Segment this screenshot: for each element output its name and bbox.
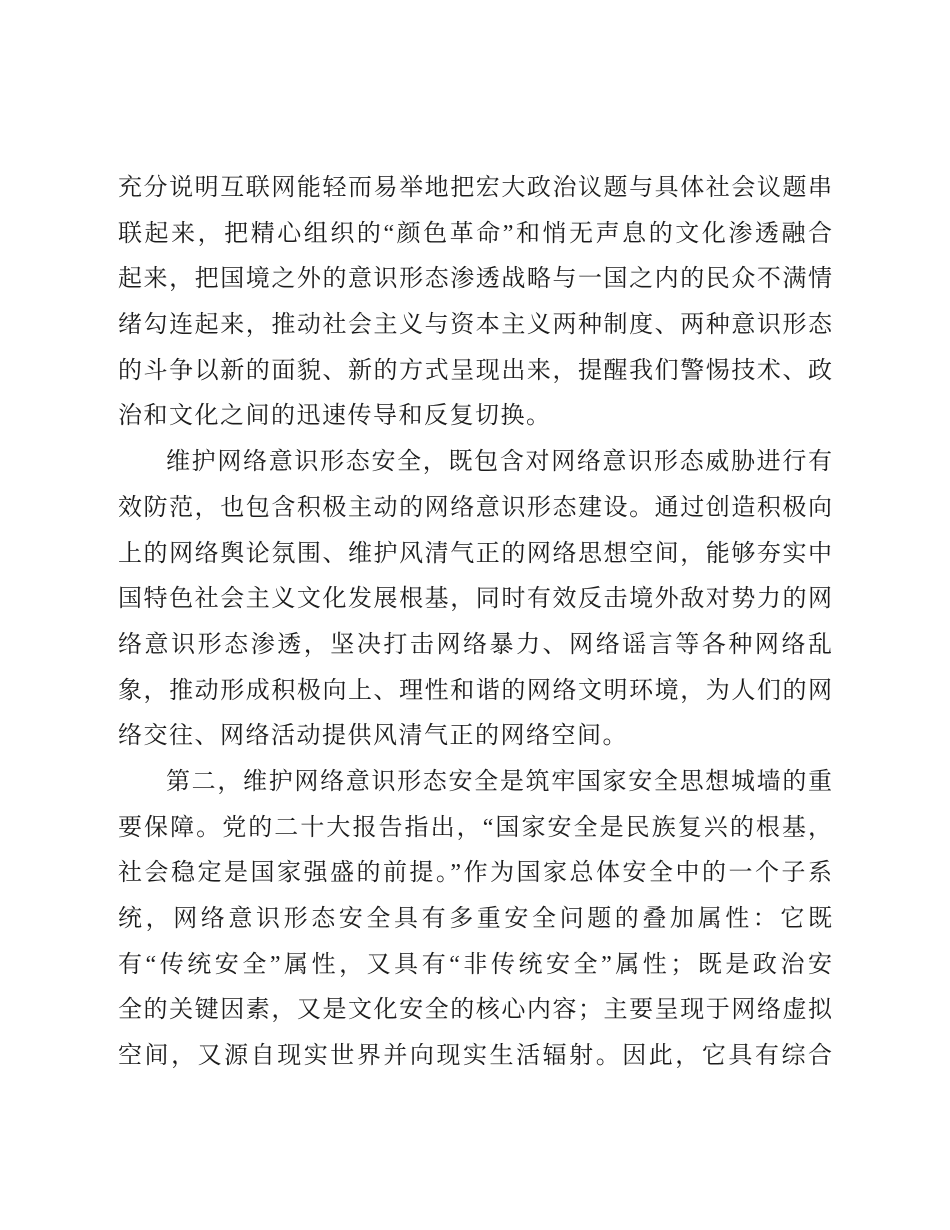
- text-line: 空间，又源自现实世界并向现实生活辐射。因此，它具有综合: [118, 1043, 832, 1070]
- text-line: 维护网络意识形态安全，既包含对网络意识形态威胁进行有: [166, 449, 832, 476]
- text-line: 社会稳定是国家强盛的前提。”作为国家总体安全中的一个子系: [118, 860, 832, 887]
- text-line: 全的关键因素，又是文化安全的核心内容；主要呈现于网络虚拟: [118, 997, 832, 1024]
- paragraph-network-ideology-security: [118, 440, 832, 760]
- text-line: 的斗争以新的面貌、新的方式呈现出来，提醒我们警惕技术、政: [118, 357, 832, 384]
- paragraph-continuation: [118, 166, 832, 440]
- text-line: 第二，维护网络意识形态安全是筑牢国家安全思想城墙的重: [166, 768, 832, 795]
- text-line: 国特色社会主义文化发展根基，同时有效反击境外敌对势力的网: [118, 586, 832, 613]
- text-line: 充分说明互联网能轻而易举地把宏大政治议题与具体社会议题串: [118, 175, 832, 201]
- text-line: 有“传统安全”属性，又具有“非传统安全”属性；既是政治安: [118, 951, 832, 978]
- text-line: 统，网络意识形态安全具有多重安全问题的叠加属性：它既: [118, 906, 832, 932]
- text-line: 络意识形态渗透，坚决打击网络暴力、网络谣言等各种网络乱: [118, 631, 832, 658]
- paragraph-second-point: [118, 760, 832, 1080]
- text-line: 要保障。党的二十大报告指出，“国家安全是民族复兴的根基，: [118, 814, 832, 841]
- text-line: 象，推动形成积极向上、理性和谐的网络文明环境，为人们的网: [118, 677, 832, 704]
- text-line: 联起来，把精心组织的“颜色革命”和悄无声息的文化渗透融合: [118, 220, 832, 247]
- text-line: 治和文化之间的迅速传导和反复切换。: [118, 403, 552, 430]
- text-line: 上的网络舆论氛围、维护风清气正的网络思想空间，能够夯实中: [118, 540, 832, 567]
- text-line: 绪勾连起来，推动社会主义与资本主义两种制度、两种意识形态: [118, 312, 832, 339]
- text-line: 效防范，也包含积极主动的网络意识形态建设。通过创造积极向: [118, 494, 832, 521]
- text-line: 起来，把国境之外的意识形态渗透战略与一国之内的民众不满情: [118, 266, 832, 293]
- text-line: 络交往、网络活动提供风清气正的网络空间。: [118, 723, 628, 750]
